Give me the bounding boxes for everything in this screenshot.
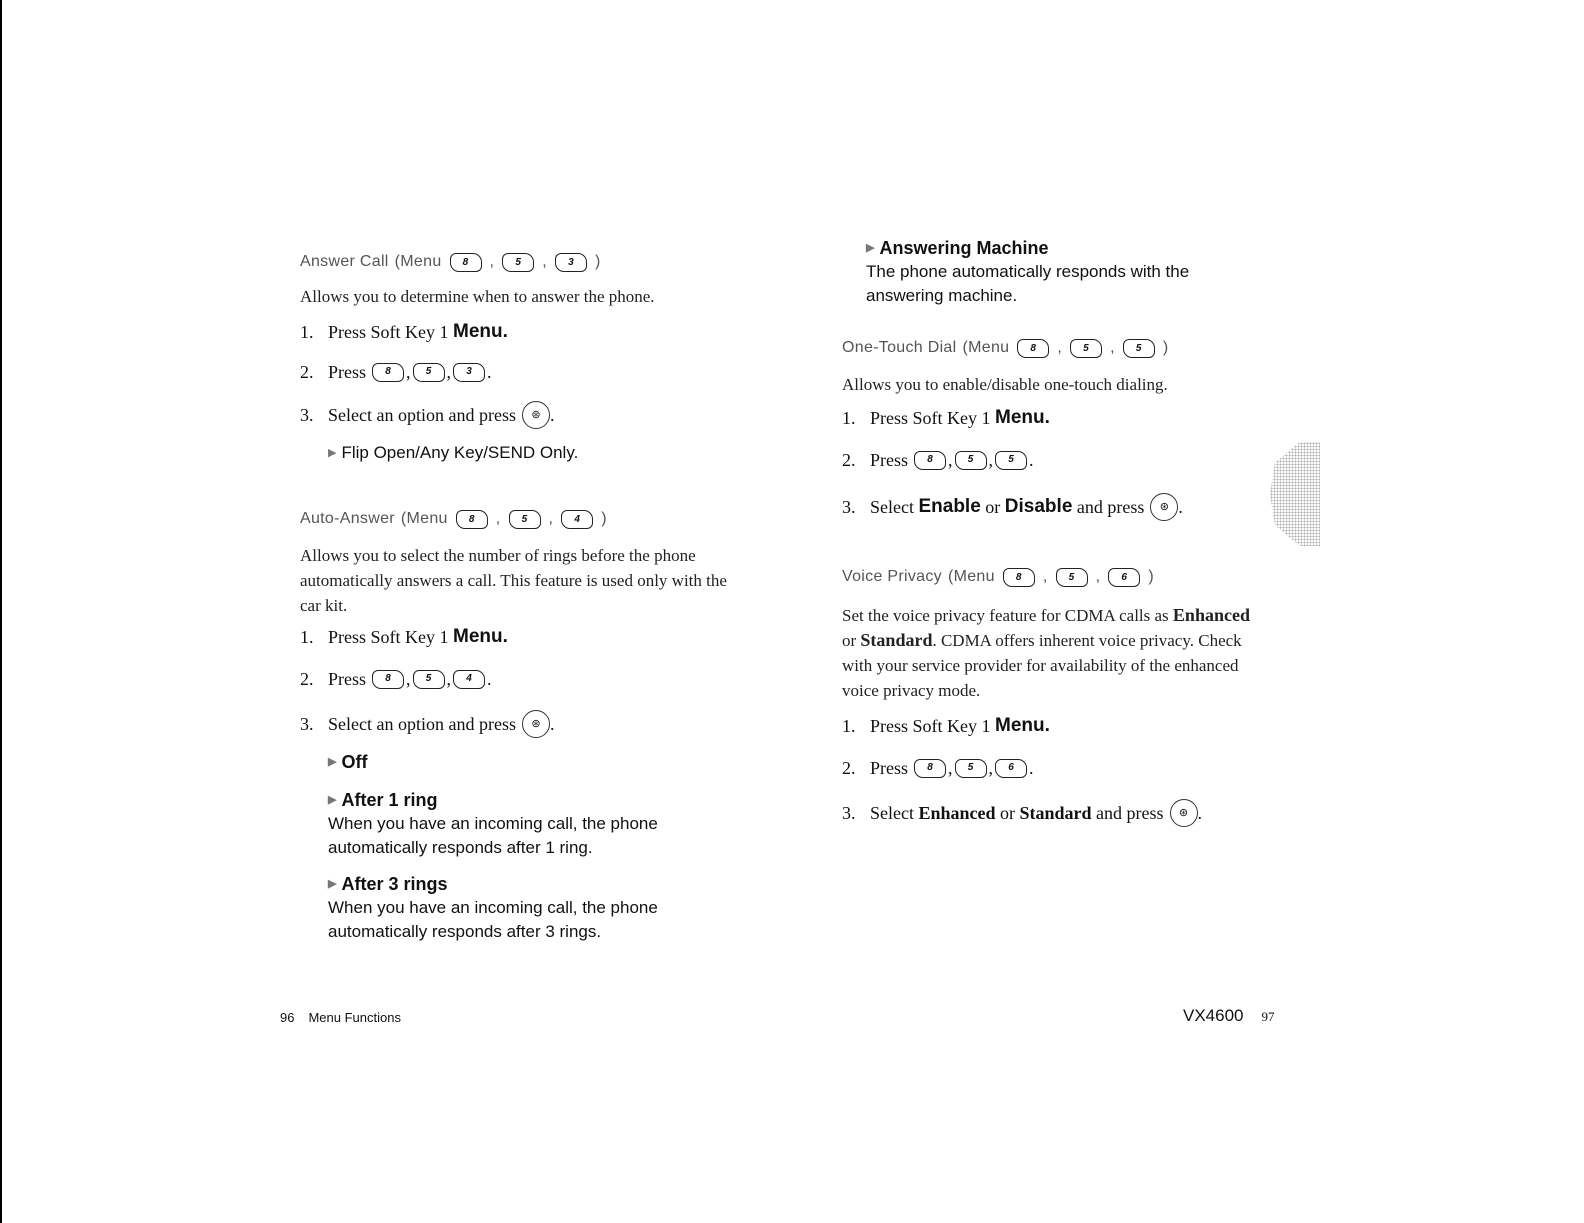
right-footer bbox=[1183, 1006, 1275, 1026]
step-number: 2. bbox=[842, 450, 856, 470]
period: . bbox=[1197, 803, 1203, 823]
step-1 bbox=[300, 624, 770, 650]
voice-privacy-heading bbox=[842, 563, 1282, 591]
comma: , bbox=[988, 450, 994, 470]
enhanced-bold: Enhanced bbox=[918, 803, 996, 823]
option-title: After 3 rings bbox=[341, 874, 448, 894]
step-number: 3. bbox=[300, 714, 314, 734]
option-off bbox=[328, 750, 770, 774]
menu-label: (Menu bbox=[947, 568, 995, 585]
close-paren: ) bbox=[595, 253, 601, 270]
menu-bold: Menu. bbox=[995, 407, 1050, 428]
option-title: Answering Machine bbox=[879, 238, 1049, 258]
step-number: 1. bbox=[300, 627, 314, 647]
comma: , bbox=[948, 450, 953, 470]
step-2 bbox=[300, 666, 770, 692]
key-3-icon: 3 bbox=[555, 253, 587, 272]
comma: , bbox=[548, 510, 554, 527]
step-number: 3. bbox=[842, 497, 856, 517]
option-after-1-ring bbox=[328, 788, 770, 860]
key-4-icon: 4 bbox=[561, 510, 593, 529]
key-6-icon: 6 bbox=[995, 759, 1027, 778]
key-5-icon: 5 bbox=[1123, 339, 1155, 358]
key-6-icon: 6 bbox=[1108, 568, 1140, 587]
ok-key-icon: ⊛ bbox=[1170, 799, 1198, 827]
period: . bbox=[487, 669, 492, 689]
answer-call-option bbox=[328, 441, 770, 465]
close-paren: ) bbox=[1162, 339, 1169, 356]
close-paren: ) bbox=[601, 510, 607, 527]
key-8-icon: 8 bbox=[372, 363, 404, 382]
or-text: or bbox=[985, 497, 1001, 517]
comma: , bbox=[542, 253, 548, 270]
step-text: Select bbox=[870, 803, 914, 823]
enhanced-bold: Enhanced bbox=[1172, 605, 1250, 625]
step-text: Press bbox=[328, 669, 367, 689]
comma: , bbox=[406, 669, 411, 689]
or-text: or bbox=[842, 631, 857, 650]
comma: , bbox=[1042, 568, 1048, 585]
step-2 bbox=[300, 359, 770, 385]
left-column bbox=[300, 248, 770, 944]
step-text: Press bbox=[870, 758, 909, 778]
answer-call-description: Allows you to determine when to answer the phone. bbox=[300, 287, 655, 306]
period: . bbox=[549, 714, 555, 734]
key-8-icon: 8 bbox=[372, 670, 404, 689]
option-title: Off bbox=[341, 752, 368, 772]
period: . bbox=[487, 362, 492, 382]
arrow-icon: ▶ bbox=[328, 447, 337, 459]
or-text: or bbox=[1000, 803, 1016, 823]
disable-bold: Disable bbox=[1004, 496, 1073, 517]
step-text: and press bbox=[1076, 497, 1145, 517]
comma: , bbox=[1110, 339, 1115, 356]
option-description: When you have an incoming call, the phone automatically responds after 1 ring. bbox=[328, 814, 658, 857]
auto-answer-description: Allows you to select the number of rings before the phone automatically answers a call. This feature is used only with the car kit. bbox=[300, 546, 727, 615]
comma: , bbox=[948, 758, 953, 778]
menu-bold: Menu. bbox=[453, 321, 508, 342]
step-2 bbox=[842, 755, 1282, 781]
ok-key-icon: ⊛ bbox=[522, 401, 550, 429]
key-5-icon: 5 bbox=[955, 759, 987, 778]
comma: , bbox=[446, 362, 452, 382]
key-3-icon: 3 bbox=[453, 363, 485, 382]
ok-key-icon: ⊛ bbox=[522, 710, 550, 738]
step-3 bbox=[842, 493, 1282, 521]
step-text: Press Soft Key 1 bbox=[870, 716, 991, 736]
step-text: Press Soft Key 1 bbox=[328, 322, 449, 342]
step-number: 3. bbox=[300, 405, 314, 425]
auto-answer-title: Auto-Answer bbox=[300, 510, 395, 527]
step-2 bbox=[842, 447, 1282, 473]
key-5-icon: 5 bbox=[502, 253, 534, 272]
step-number: 1. bbox=[842, 716, 856, 736]
period: . bbox=[1029, 758, 1034, 778]
page-number: 97 bbox=[1261, 1009, 1275, 1024]
comma: , bbox=[489, 253, 495, 270]
footer-title: Menu Functions bbox=[308, 1010, 401, 1025]
period: . bbox=[549, 405, 555, 425]
comma: , bbox=[446, 669, 452, 689]
page-border bbox=[0, 0, 2, 1223]
desc-text: Set the voice privacy feature for CDMA calls as bbox=[842, 606, 1169, 625]
period: . bbox=[1178, 497, 1183, 517]
enable-bold: Enable bbox=[918, 496, 981, 517]
key-8-icon: 8 bbox=[456, 510, 488, 529]
menu-bold: Menu. bbox=[995, 715, 1050, 736]
model-name: VX4600 bbox=[1183, 1006, 1244, 1025]
left-footer bbox=[280, 1010, 401, 1025]
comma: , bbox=[1057, 339, 1063, 356]
step-1 bbox=[842, 405, 1282, 431]
step-text: Select an option and press bbox=[328, 405, 516, 425]
desc-text: . CDMA offers inherent voice privacy. Check with your service provider for availability of the enhanced voice privacy mode. bbox=[842, 631, 1242, 700]
step-text: Press Soft Key 1 bbox=[870, 408, 991, 428]
auto-answer-heading bbox=[300, 505, 770, 533]
step-number: 2. bbox=[300, 362, 314, 382]
step-1 bbox=[842, 713, 1282, 739]
key-5-icon: 5 bbox=[995, 451, 1027, 470]
one-touch-dial-description: Allows you to enable/disable one-touch dialing. bbox=[842, 375, 1168, 394]
step-number: 2. bbox=[300, 669, 314, 689]
key-5-icon: 5 bbox=[955, 451, 987, 470]
close-paren: ) bbox=[1148, 568, 1154, 585]
one-touch-dial-title: One-Touch Dial bbox=[842, 339, 957, 356]
option-text: Flip Open/Any Key/SEND Only. bbox=[341, 443, 579, 462]
key-5-icon: 5 bbox=[413, 670, 445, 689]
comma: , bbox=[988, 758, 994, 778]
option-title: After 1 ring bbox=[341, 790, 438, 810]
step-number: 1. bbox=[842, 408, 856, 428]
step-3 bbox=[300, 401, 770, 429]
comma: , bbox=[495, 510, 501, 527]
standard-bold: Standard bbox=[1019, 803, 1092, 823]
page-number: 96 bbox=[280, 1010, 295, 1025]
key-8-icon: 8 bbox=[1017, 339, 1049, 358]
key-8-icon: 8 bbox=[1003, 568, 1035, 587]
standard-bold: Standard bbox=[860, 630, 933, 650]
step-1 bbox=[300, 319, 770, 345]
key-8-icon: 8 bbox=[450, 253, 482, 272]
answer-call-heading bbox=[300, 248, 770, 276]
period: . bbox=[1029, 450, 1034, 470]
option-after-3-rings bbox=[328, 872, 770, 944]
arrow-icon: ▶ bbox=[328, 794, 337, 806]
answer-call-title: Answer Call bbox=[300, 253, 389, 270]
key-5-icon: 5 bbox=[1070, 339, 1102, 358]
key-5-icon: 5 bbox=[1056, 568, 1088, 587]
arrow-icon: ▶ bbox=[328, 878, 337, 890]
option-description: When you have an incoming call, the phone automatically responds after 3 rings. bbox=[328, 898, 658, 941]
step-text: Press bbox=[870, 450, 909, 470]
step-number: 1. bbox=[300, 322, 314, 342]
comma: , bbox=[406, 362, 411, 382]
voice-privacy-description bbox=[842, 603, 1252, 703]
key-4-icon: 4 bbox=[453, 670, 485, 689]
step-text: Press bbox=[328, 362, 367, 382]
step-number: 2. bbox=[842, 758, 856, 778]
menu-label: (Menu bbox=[962, 339, 1010, 356]
step-3 bbox=[842, 799, 1282, 827]
menu-label: (Menu bbox=[394, 253, 442, 270]
step-text: Select bbox=[870, 497, 914, 517]
arrow-icon: ▶ bbox=[328, 756, 337, 768]
step-number: 3. bbox=[842, 803, 856, 823]
step-text: and press bbox=[1096, 803, 1164, 823]
voice-privacy-title: Voice Privacy bbox=[842, 568, 942, 585]
menu-bold: Menu. bbox=[453, 626, 508, 647]
key-5-icon: 5 bbox=[509, 510, 541, 529]
menu-label: (Menu bbox=[400, 510, 448, 527]
step-text: Select an option and press bbox=[328, 714, 516, 734]
answering-machine-option bbox=[866, 236, 1282, 308]
right-column bbox=[842, 236, 1282, 827]
arrow-icon: ▶ bbox=[866, 242, 875, 254]
one-touch-dial-heading bbox=[842, 334, 1282, 362]
step-3 bbox=[300, 710, 770, 738]
step-text: Press Soft Key 1 bbox=[328, 627, 449, 647]
option-description: The phone automatically responds with the answering machine. bbox=[866, 262, 1190, 305]
key-8-icon: 8 bbox=[914, 451, 946, 470]
key-8-icon: 8 bbox=[914, 759, 946, 778]
comma: , bbox=[1095, 568, 1101, 585]
key-5-icon: 5 bbox=[413, 363, 445, 382]
ok-key-icon: ⊛ bbox=[1150, 493, 1178, 521]
